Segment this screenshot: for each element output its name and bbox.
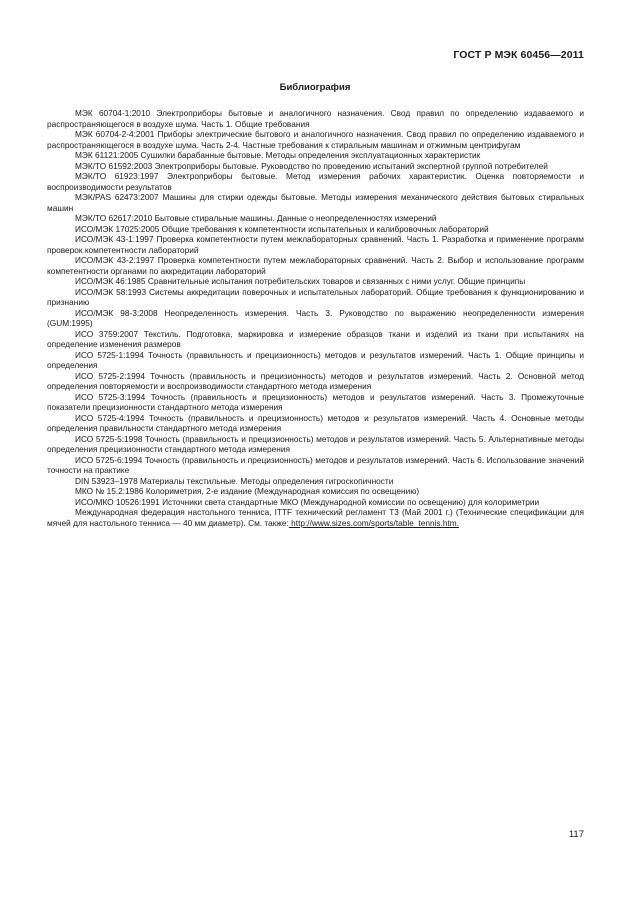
bibliography-list — [47, 108, 584, 528]
page-number: 117 — [568, 829, 584, 840]
page-title: Библиография — [279, 82, 351, 93]
bibliography-entry: МЭК/ТО 61923:1997 Электроприборы бытовые. Метод измерения рабочих характеристик. Оценка повторяемости и воспроизводимости результатов — [47, 171, 584, 192]
bibliography-entry: МЭК/ТО 61592:2003 Электроприборы бытовые. Руководство по проведению испытаний экспертной группой потребителей — [75, 160, 548, 171]
bibliography-entry: МЭК 60704-1:2010 Электроприборы бытовые и аналогичного назначения. Свод правил по определению издаваемого и распространяющегося в воздухе шума. Часть 1. Общие требования — [47, 108, 584, 129]
bibliography-entry: ИСО 5725-2:1994 Точность (правильность и прецизионность) методов и результатов измерений. Часть 2. Основной метод определения повторяемости и воспроизводимости стандартного метода измерения — [47, 370, 584, 391]
bibliography-entry-ittf — [47, 507, 584, 528]
bibliography-entry: ИСО/МЭК 46:1985 Сравнительные испытания потребительских товаров и связанных с ними услуг. Общие принципы — [75, 276, 526, 286]
bibliography-entry: ИСО/МЭК 17025:2005 Общие требования к компетентности испытательных и калибровочных лабораторий — [75, 223, 489, 234]
bibliography-entry: ИСО/МКО 10526:1991 Источники света стандартные МКО (Международной комиссии по освещению) для колориметрии — [75, 496, 540, 507]
bibliography-entry: DIN 53923–1978 Материалы текстильные. Методы определения гигроскопичности — [75, 475, 394, 486]
bibliography-entry: ИСО/МЭК 98-3:2008 Неопределенность измерения. Часть 3. Руководство по выражению неопределенности измерения (GUM:1995) — [47, 307, 584, 328]
bibliography-entry: ИСО 5725-3:1994 Точность (правильность и прецизионность) методов и результатов измерений. Часть 3. Промежуточные показатели прецизионности стандартного метода измерения — [47, 391, 584, 412]
bibliography-entry: ИСО 5725-5:1998 Точность (правильность и прецизионность) методов и результатов измерений. Часть 5. Альтернативные методы определения прецизионности стандартного метода измерения — [47, 433, 584, 454]
bibliography-entry: ИСО 3759:2007 Текстиль. Подготовка, маркировка и измерение образцов ткани и изделий из ткани при испытаниях на определение изменения размеров — [47, 328, 584, 349]
bibliography-entry: МЭК 61121:2005 Сушилки барабанные бытовые. Методы определения эксплуатационных характеристик — [75, 150, 481, 160]
sizes-com-link[interactable]: http://www.sizes.com/sports/table_tennis.htm. — [288, 517, 460, 528]
bibliography-entry: МЭК 60704-2-4:2001 Приборы электрические бытового и аналогичного назначения. Свод правил по определению издаваемого и распространяющегося в воздухе шума. Часть 2-4. Частные требования к стиральным машинам и отжимным центрифугам — [47, 129, 584, 150]
bibliography-entry: ИСО/МЭК 58:1993 Системы аккредитации поверочных и испытательных лабораторий. Общие требования к функционированию и признанию — [47, 286, 584, 307]
bibliography-entry: ИСО 5725-4:1994 Точность (правильность и прецизионность) методов и результатов измерений. Часть 4. Основные методы определения правильности стандартного метода измерения — [47, 412, 584, 433]
bibliography-entry: ИСО/МЭК 43-1:1997 Проверка компетентности путем межлабораторных сравнений. Часть 1. Разработка и применение программ проверок компетентности лабораторий — [47, 234, 584, 255]
standard-header: ГОСТ Р МЭК 60456—2011 — [453, 49, 584, 61]
bibliography-entry: МКО № 15.2:1986 Колориметрия, 2-е издание (Международная комиссия по освещению) — [75, 486, 420, 496]
bibliography-entry: ИСО/МЭК 43-2:1997 Проверка компетентности путем межлабораторных сравнений. Часть 2. Выбор и использование программ компетентности органами по аккредитации лабораторий — [47, 255, 584, 276]
bibliography-entry: МЭК/PAS 62473:2007 Машины для стирки одежды бытовые. Методы измерения механического действия бытовых стиральных машин — [47, 192, 584, 213]
bibliography-entry: МЭК/ТО 62617:2010 Бытовые стиральные машины. Данные о неопределенностях измерений — [75, 213, 437, 223]
ittf-reference-text: Международная федерация настольного тенниса, ITTF технический регламент Т3 (Май 2001 г.) (Технические спецификации для мячей для настольного тенниса — 40 мм диаметр). См. также: — [47, 507, 584, 528]
bibliography-entry: ИСО 5725-1:1994 Точность (правильность и прецизионность) методов и результатов измерений. Часть 1. Общие принципы и определения — [47, 349, 584, 370]
bibliography-entry: ИСО 5725-6:1994 Точность (правильность и прецизионность) методов и результатов измерений. Часть 6. Использование значений точности на практике — [47, 454, 584, 475]
